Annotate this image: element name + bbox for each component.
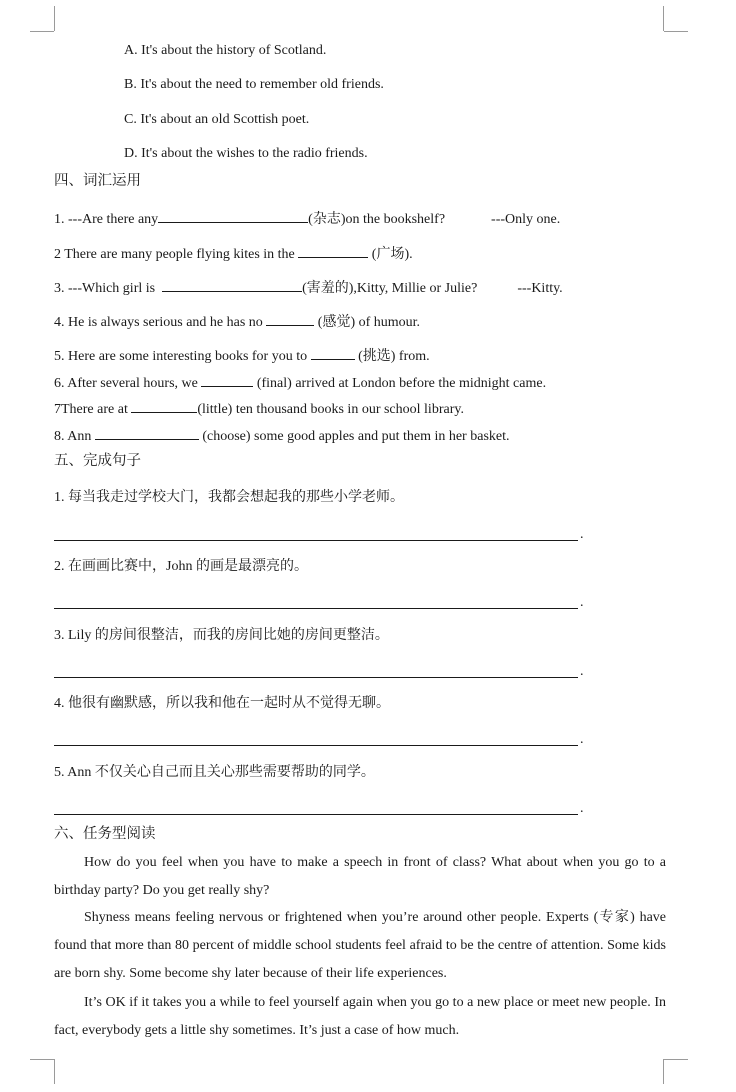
line-end-dot: . bbox=[580, 732, 584, 747]
question-hint: (广场). bbox=[371, 247, 413, 262]
reading-paragraph-3 bbox=[54, 989, 666, 1045]
question-hint: (choose) some good apples and put them in her basket. bbox=[202, 429, 510, 444]
question-text: 8. Ann bbox=[54, 429, 92, 444]
line-end-dot: . bbox=[580, 595, 584, 610]
section-title: 六、任务型阅读 bbox=[54, 826, 156, 842]
question-hint: (感觉) of humour. bbox=[317, 315, 421, 330]
answer-line[interactable] bbox=[54, 540, 578, 541]
answer-blank[interactable] bbox=[162, 278, 302, 292]
paragraph-text: How do you feel when you have to make a speech in front of class? What about when you go to a birthday party? Do you get really shy? bbox=[54, 855, 666, 898]
answer-blank[interactable] bbox=[311, 346, 355, 360]
crop-mark-top-right bbox=[664, 31, 688, 32]
option-c: C. It's about an old Scottish poet. bbox=[124, 112, 310, 127]
answer-blank[interactable] bbox=[158, 209, 308, 223]
vocab-question-6 bbox=[54, 373, 546, 393]
question-text: 3. ---Which girl is bbox=[54, 281, 156, 296]
vocab-question-1 bbox=[54, 209, 560, 229]
answer-line[interactable] bbox=[54, 745, 578, 746]
answer-blank[interactable] bbox=[298, 244, 368, 258]
question-reply: ---Only one. bbox=[491, 212, 561, 227]
answer-line[interactable] bbox=[54, 814, 578, 815]
translation-question-4: 4. 他很有幽默感，所以我和他在一起时从不觉得无聊。 bbox=[54, 696, 390, 711]
crop-mark-bottom-right bbox=[664, 1059, 688, 1060]
crop-mark-bottom-right bbox=[663, 1059, 664, 1084]
question-hint: (final) arrived at London before the midnight came. bbox=[256, 376, 547, 391]
question-hint: (害羞的),Kitty, Millie or Julie? bbox=[302, 281, 478, 296]
reading-paragraph-1 bbox=[54, 849, 666, 905]
line-end-dot: . bbox=[580, 527, 584, 542]
answer-blank[interactable] bbox=[266, 312, 314, 326]
crop-mark-bottom-left bbox=[54, 1059, 55, 1084]
vocab-question-2 bbox=[54, 244, 413, 264]
answer-line[interactable] bbox=[54, 608, 578, 609]
option-a: A. It's about the history of Scotland. bbox=[124, 43, 327, 58]
question-text: 5. Here are some interesting books for you to bbox=[54, 349, 308, 364]
line-end-dot: . bbox=[580, 801, 584, 816]
translation-question-5: 5. Ann 不仅关心自己而且关心那些需要帮助的同学。 bbox=[54, 765, 375, 780]
paragraph-text: It’s OK if it takes you a while to feel yourself again when you go to a new place or meet new people. In fact, everybody gets a little shy sometimes. It’s just a case of how much. bbox=[54, 995, 666, 1038]
question-reply: ---Kitty. bbox=[517, 281, 563, 296]
reading-paragraph-2 bbox=[54, 904, 666, 988]
section-title: 五、完成句子 bbox=[54, 453, 141, 469]
question-hint: (杂志)on the bookshelf? bbox=[308, 212, 446, 227]
vocab-question-5 bbox=[54, 346, 430, 366]
paragraph-text: Shyness means feeling nervous or frightened when you’re around other people. Experts (专家) have found that more than 80 percent of middle school students feel afraid to be the centre of attention. Some kids are born shy. Some become shy later because of their life experiences. bbox=[54, 910, 666, 981]
translation-question-1: 1. 每当我走过学校大门，我都会想起我的那些小学老师。 bbox=[54, 490, 404, 505]
vocab-question-3 bbox=[54, 278, 563, 298]
answer-line[interactable] bbox=[54, 677, 578, 678]
question-text: 7There are at bbox=[54, 402, 128, 417]
section-title: 四、词汇运用 bbox=[54, 173, 141, 189]
crop-mark-bottom-left bbox=[30, 1059, 54, 1060]
line-end-dot: . bbox=[580, 664, 584, 679]
crop-mark-top-right bbox=[663, 6, 664, 31]
answer-blank[interactable] bbox=[95, 426, 199, 440]
answer-blank[interactable] bbox=[201, 373, 253, 387]
option-b: B. It's about the need to remember old friends. bbox=[124, 77, 384, 92]
answer-blank[interactable] bbox=[131, 399, 197, 413]
vocab-question-4 bbox=[54, 312, 420, 332]
question-text: 1. ---Are there any bbox=[54, 212, 159, 227]
crop-mark-top-left bbox=[30, 31, 54, 32]
vocab-question-8 bbox=[54, 426, 510, 446]
question-hint: (挑选) from. bbox=[358, 349, 430, 364]
question-text: 6. After several hours, we bbox=[54, 376, 198, 391]
option-d: D. It's about the wishes to the radio friends. bbox=[124, 146, 368, 161]
vocab-question-7 bbox=[54, 399, 464, 419]
crop-mark-top-left bbox=[54, 6, 55, 31]
translation-question-2: 2. 在画画比赛中，John 的画是最漂亮的。 bbox=[54, 559, 308, 574]
question-hint: (little) ten thousand books in our school library. bbox=[197, 402, 464, 417]
question-text: 4. He is always serious and he has no bbox=[54, 315, 263, 330]
question-text: 2 There are many people flying kites in the bbox=[54, 247, 295, 262]
translation-question-3: 3. Lily 的房间很整洁，而我的房间比她的房间更整洁。 bbox=[54, 628, 389, 643]
